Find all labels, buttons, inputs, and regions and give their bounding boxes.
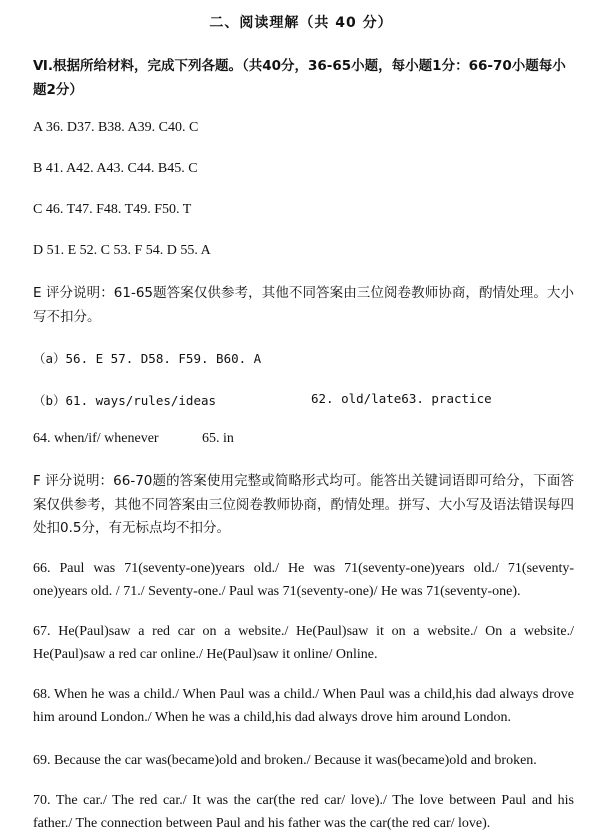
answer-65: 65. in	[202, 431, 234, 446]
answer-line-e-b-right: 62. old/late63. practice	[311, 391, 492, 406]
section-f-note: F 评分说明：66-70题的答案使用完整或简略形式均可。能答出关键词语即可给分，下面答案仅供参考，其他不同答案由三位阅卷教师协商，酌情处理。拼写、大小写及语法错误每四处扣0.5分，有无标点均不扣分。	[33, 473, 574, 536]
answer-64: 64. when/if/ whenever	[33, 431, 159, 446]
instruction: Ⅵ.根据所给材料，完成下列各题。（共40分，36-65小题，每小题1分：66-70小题每小题2分）	[33, 58, 566, 98]
answer-69: 69. Because the car was(became)old and broken./ Because it was(became)old and broken.	[33, 753, 537, 768]
answer-66: 66. Paul was 71(seventy-one)years old./ He was 71(seventy-one)years old./ 71(seventy-one)years old. / 71./ Seventy-one./ Paul was 71(seventy-one)/ He was 71(seventy-one).	[33, 561, 574, 599]
answer-line-e-b-left: （b）61. ways/rules/ideas	[33, 393, 217, 408]
section-e-note: E 评分说明：61-65题答案仅供参考，其他不同答案由三位阅卷教师协商，酌情处理。大小写不扣分。	[33, 285, 574, 325]
answer-line-d: D 51. E 52. C 53. F 54. D 55. A	[33, 243, 211, 258]
section-title: 二、阅读理解（共 40 分）	[209, 15, 393, 31]
answer-70: 70. The car./ The red car./ It was the car(the red car/ love)./ The love between Paul and his father./ The connection between Paul and his father was the car(the red car/ love).	[33, 793, 574, 831]
answer-line-a: A 36. D37. B38. A39. C40. C	[33, 120, 199, 135]
answer-line-b: B 41. A42. A43. C44. B45. C	[33, 161, 198, 176]
answer-68: 68. When he was a child./ When Paul was a child./ When Paul was a child,his dad always drove him around London./ When he was a child,his dad always drove him around London.	[33, 687, 574, 725]
answer-line-e-a: （a）56. E 57. D58. F59. B60. A	[33, 351, 262, 366]
answer-line-c: C 46. T47. F48. T49. F50. T	[33, 202, 192, 217]
answer-67: 67. He(Paul)saw a red car on a website./ He(Paul)saw it on a website./ On a website./ He(Paul)saw a red car online./ He(Paul)saw it online/ Online.	[33, 624, 574, 662]
